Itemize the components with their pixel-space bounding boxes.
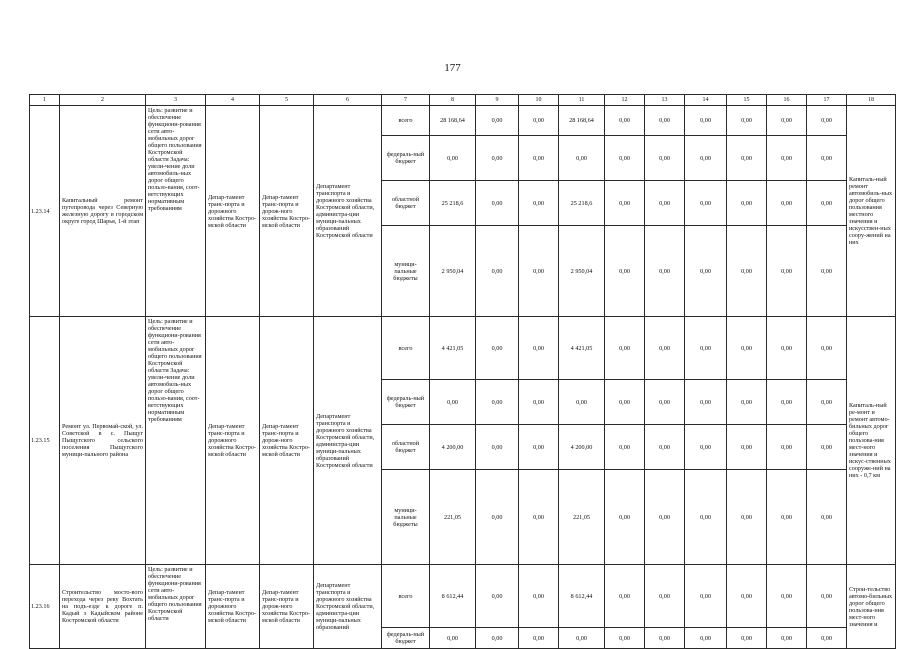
funding-value: 0,00 [605, 628, 645, 649]
funding-value: 0,00 [727, 226, 767, 317]
funding-value: 0,00 [685, 181, 727, 226]
funding-source: всего [382, 106, 430, 136]
funding-value: 2 950,04 [430, 226, 476, 317]
funding-value: 0,00 [430, 380, 476, 425]
column-number: 2 [60, 95, 146, 106]
funding-value: 0,00 [430, 628, 476, 649]
funding-value: 0,00 [476, 425, 519, 470]
column-number: 14 [685, 95, 727, 106]
funding-value: 0,00 [727, 380, 767, 425]
funding-value: 0,00 [645, 226, 685, 317]
funding-value: 0,00 [605, 470, 645, 565]
column-number: 10 [519, 95, 559, 106]
funding-value: 0,00 [727, 565, 767, 628]
funding-value: 0,00 [807, 470, 847, 565]
funding-value: 25 218,6 [559, 181, 605, 226]
coordinator: Депар-тамент транс-порта и дорож-ного хозяйства Костро-мской области [260, 106, 314, 317]
expected-result: Капиталь-ный ре-монт и ремонт автомо-бильных дорог общего пользова-ния мест-ного значения и искус-ственных сооруже-ний на них - 0,7 км [847, 317, 896, 565]
column-number: 13 [645, 95, 685, 106]
project-name: Строительство мосто-вого перехода через реку Вохтать на подъ-езде к дороге п. Кадый з Кадыйском районе Костромской области [60, 565, 146, 649]
funding-value: 0,00 [605, 106, 645, 136]
column-number: 9 [476, 95, 519, 106]
funding-value: 0,00 [685, 628, 727, 649]
funding-value: 4 200,00 [559, 425, 605, 470]
funding-value: 0,00 [727, 628, 767, 649]
coordinator: Депар-тамент транс-порта и дорож-ного хозяйства Костро-мской области [260, 317, 314, 565]
funding-value: 25 218,6 [430, 181, 476, 226]
funding-value: 0,00 [685, 565, 727, 628]
column-number: 1 [30, 95, 60, 106]
funding-value: 0,00 [645, 628, 685, 649]
participants: Департамент транспорта и дорожного хозяйства Костромской области, администра-ции муници-пальных образований Костромской области [314, 317, 382, 565]
funding-value: 0,00 [807, 106, 847, 136]
funding-source: всего [382, 317, 430, 380]
funding-value: 0,00 [519, 317, 559, 380]
funding-value: 0,00 [807, 317, 847, 380]
funding-value: 0,00 [645, 565, 685, 628]
funding-value: 0,00 [559, 628, 605, 649]
column-number: 4 [206, 95, 260, 106]
column-number: 3 [146, 95, 206, 106]
funding-value: 0,00 [605, 181, 645, 226]
funding-value: 0,00 [519, 181, 559, 226]
funding-value: 28 168,64 [430, 106, 476, 136]
funding-value: 0,00 [519, 565, 559, 628]
page-number: 177 [444, 62, 461, 74]
funding-value: 0,00 [767, 181, 807, 226]
funding-value: 4 200,00 [430, 425, 476, 470]
funding-value: 0,00 [767, 565, 807, 628]
funding-value: 2 950,04 [559, 226, 605, 317]
funding-value: 28 168,64 [559, 106, 605, 136]
funding-value: 0,00 [476, 470, 519, 565]
funding-value: 0,00 [767, 380, 807, 425]
funding-value: 0,00 [605, 565, 645, 628]
participants: Департамент транспорта и дорожного хозяйства Костромской области, администра-ции муници-пальных образований Костромской области [314, 106, 382, 317]
funding-value: 0,00 [645, 425, 685, 470]
column-number: 15 [727, 95, 767, 106]
funding-value: 0,00 [767, 136, 807, 181]
funding-value: 0,00 [476, 380, 519, 425]
funding-value: 0,00 [727, 136, 767, 181]
funding-value: 0,00 [476, 317, 519, 380]
funding-value: 0,00 [727, 425, 767, 470]
funding-value: 0,00 [807, 136, 847, 181]
funding-value: 0,00 [767, 470, 807, 565]
funding-source: федераль-ный бюджет [382, 380, 430, 425]
funding-value: 0,00 [645, 380, 685, 425]
funding-source: федераль-ный бюджет [382, 136, 430, 181]
funding-value: 0,00 [559, 136, 605, 181]
funding-value: 0,00 [727, 470, 767, 565]
funding-value: 0,00 [807, 181, 847, 226]
column-number-row [30, 95, 896, 106]
coordinator: Депар-тамент транс-порта и дорож-ного хозяйства Костро-мской области [260, 565, 314, 649]
funding-value: 0,00 [605, 380, 645, 425]
goal-task: Цель: развитие и обеспечение функциони-рования сети авто-мобильных дорог общего пользования Костромской области Задача: увели-чение доли автомобиль-ных дорог общего пользо-вания, соот-ветствующих нормативным требованиям [146, 317, 206, 565]
funding-value: 0,00 [430, 136, 476, 181]
funding-value: 0,00 [767, 628, 807, 649]
funding-value: 0,00 [685, 226, 727, 317]
participants: Департамент транспорта и дорожного хозяйства Костромской области, администра-ции муници-пальных образований [314, 565, 382, 649]
funding-value: 0,00 [685, 425, 727, 470]
funding-value: 221,05 [430, 470, 476, 565]
funding-value: 0,00 [476, 106, 519, 136]
funding-value: 0,00 [645, 136, 685, 181]
funding-value: 0,00 [807, 628, 847, 649]
program-table [29, 94, 896, 649]
funding-value: 0,00 [519, 106, 559, 136]
funding-value: 0,00 [767, 317, 807, 380]
funding-value: 0,00 [519, 226, 559, 317]
funding-value: 0,00 [476, 565, 519, 628]
responsible-executor: Депар-тамент транс-порта и дорожного хозяйства Костро-мской области [206, 106, 260, 317]
funding-value: 0,00 [476, 136, 519, 181]
funding-value: 0,00 [685, 106, 727, 136]
funding-value: 0,00 [519, 470, 559, 565]
funding-value: 0,00 [519, 136, 559, 181]
funding-value: 0,00 [767, 106, 807, 136]
column-number: 12 [605, 95, 645, 106]
table-row [30, 565, 896, 628]
funding-value: 0,00 [767, 226, 807, 317]
funding-value: 8 612,44 [430, 565, 476, 628]
row-code: 1.23.15 [30, 317, 60, 565]
funding-value: 0,00 [685, 136, 727, 181]
funding-value: 0,00 [519, 425, 559, 470]
column-number: 8 [430, 95, 476, 106]
column-number: 6 [314, 95, 382, 106]
column-number: 5 [260, 95, 314, 106]
expected-result: Строи-тельство автомо-бильных дорог общего пользова-ния мест-ного значения и [847, 565, 896, 649]
row-code: 1.23.16 [30, 565, 60, 649]
expected-result: Капиталь-ный ремонт автомобиль-ных дорог общего пользования местного значения и искусствен-ных соору-жений на них [847, 106, 896, 317]
funding-value: 4 421,05 [559, 317, 605, 380]
goal-task: Цель: развитие и обеспечение функциони-рования сети авто-мобильных дорог общего пользования Костромской области Задача: увели-чение доли автомобиль-ных дорог общего пользо-вания, соот-ветствующих нормативным требованиям [146, 106, 206, 317]
funding-value: 0,00 [645, 470, 685, 565]
funding-value: 0,00 [605, 317, 645, 380]
project-name: Ремонт ул. Первомай-ской, ул. Советской в с. Пыщуг Пыщугского сельского поселения Пыщугского муници-пального района [60, 317, 146, 565]
column-number: 18 [847, 95, 896, 106]
column-number: 11 [559, 95, 605, 106]
funding-value: 0,00 [727, 106, 767, 136]
funding-value: 0,00 [605, 425, 645, 470]
funding-value: 0,00 [727, 181, 767, 226]
funding-value: 0,00 [767, 425, 807, 470]
funding-value: 0,00 [519, 380, 559, 425]
funding-value: 0,00 [476, 181, 519, 226]
responsible-executor: Депар-тамент транс-порта и дорожного хозяйства Костро-мской области [206, 565, 260, 649]
funding-source: областной бюджет [382, 425, 430, 470]
column-number: 16 [767, 95, 807, 106]
funding-source: муници-пальные бюджеты [382, 470, 430, 565]
funding-value: 0,00 [727, 317, 767, 380]
funding-value: 4 421,05 [430, 317, 476, 380]
funding-value: 0,00 [476, 226, 519, 317]
goal-task: Цель: развитие и обеспечение функциони-рования сети авто-мобильных дорог общего пользования Костромской области [146, 565, 206, 649]
column-number: 7 [382, 95, 430, 106]
funding-source: муници-пальные бюджеты [382, 226, 430, 317]
table-row [30, 317, 896, 380]
column-number: 17 [807, 95, 847, 106]
funding-value: 0,00 [645, 106, 685, 136]
funding-value: 8 612,44 [559, 565, 605, 628]
funding-source: областной бюджет [382, 181, 430, 226]
funding-value: 0,00 [685, 470, 727, 565]
funding-value: 0,00 [807, 380, 847, 425]
funding-value: 221,05 [559, 470, 605, 565]
responsible-executor: Депар-тамент транс-порта и дорожного хозяйства Костро-мской области [206, 317, 260, 565]
row-code: 1.23.14 [30, 106, 60, 317]
funding-value: 0,00 [605, 226, 645, 317]
funding-source: федераль-ный бюджет [382, 628, 430, 649]
funding-value: 0,00 [807, 425, 847, 470]
funding-value: 0,00 [645, 317, 685, 380]
funding-value: 0,00 [605, 136, 645, 181]
funding-source: всего [382, 565, 430, 628]
funding-value: 0,00 [559, 380, 605, 425]
funding-value: 0,00 [476, 628, 519, 649]
project-name: Капитальный ремонт путепровода через Северную железную дорогу в городском округе город Шарья, 1-й этап [60, 106, 146, 317]
funding-value: 0,00 [685, 317, 727, 380]
table-row [30, 106, 896, 136]
funding-value: 0,00 [807, 565, 847, 628]
funding-value: 0,00 [645, 181, 685, 226]
funding-value: 0,00 [685, 380, 727, 425]
funding-value: 0,00 [519, 628, 559, 649]
funding-value: 0,00 [807, 226, 847, 317]
